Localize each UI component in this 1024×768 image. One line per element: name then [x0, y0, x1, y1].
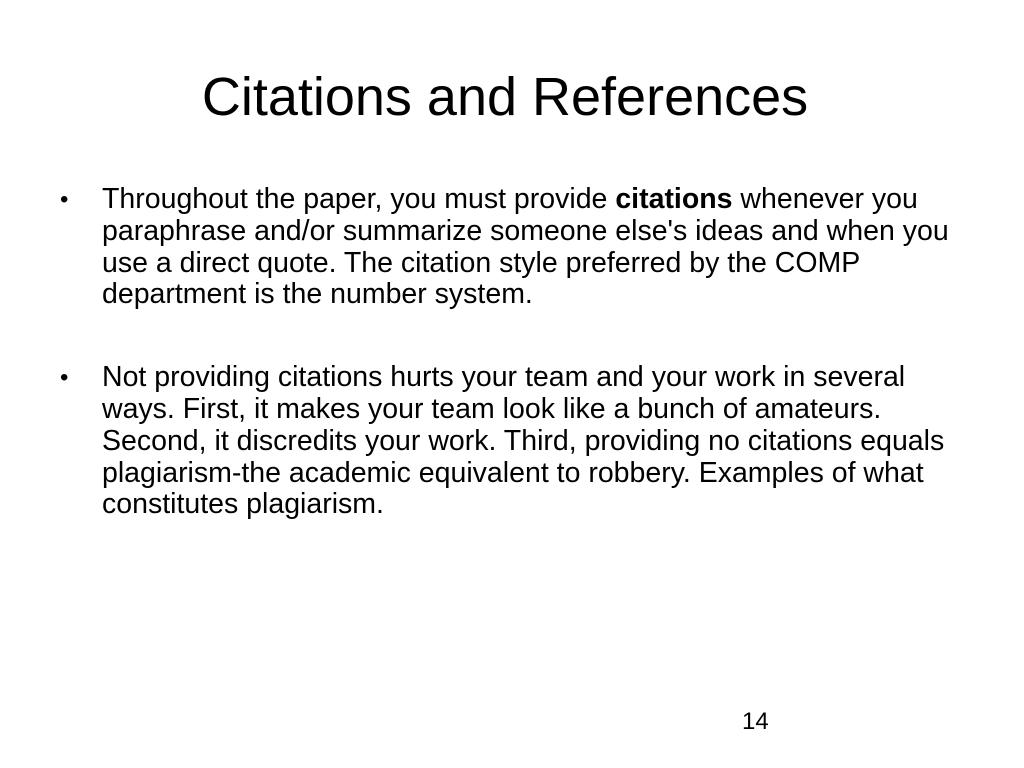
bullet-text: Not providing citations hurts your team and your work in several ways. First, it makes your team look like a bunch of amateurs. Second, it discredits your work. Third, providing no citations equals plagiarism-the academic equivalent to robbery. Examples of what constitutes plagiarism. — [102, 361, 945, 521]
page-number: 14 — [742, 708, 769, 735]
bullet-icon: • — [60, 364, 69, 392]
bullet-emphasis-citations: citations — [615, 183, 733, 215]
bullet-icon: • — [60, 186, 69, 213]
slide-title: Citations and References — [201, 67, 809, 127]
bullet-text-before-emphasis: Throughout the paper, you must provide — [102, 183, 616, 215]
bullet-item-not-providing-citations — [0, 362, 1000, 521]
bullet-list — [0, 184, 1000, 521]
bullet-text-after-emphasis: whenever you paraphrase and/or summarize someone else's ideas and when you use a direct quote. The citation style preferred by the COMP department is the number system. — [102, 183, 949, 311]
bullet-item-citations — [0, 184, 1000, 311]
